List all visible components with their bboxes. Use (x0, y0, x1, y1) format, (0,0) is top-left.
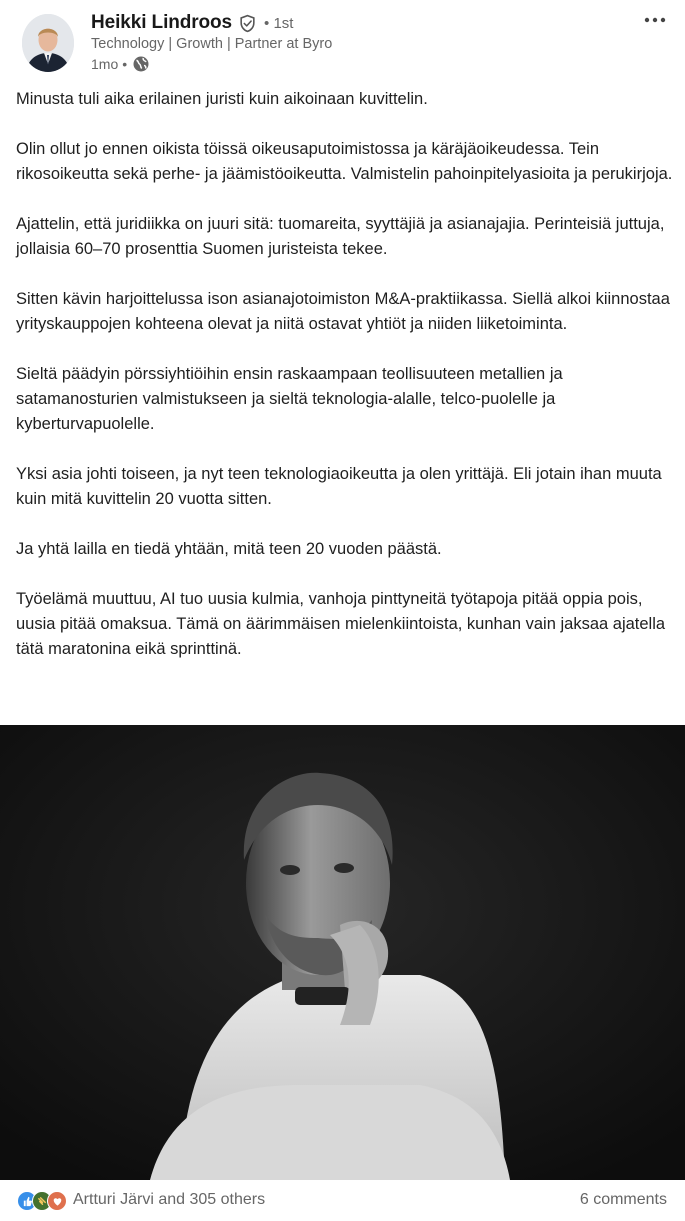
post-paragraph: Työelämä muuttuu, AI tuo uusia kulmia, vanhoja pinttyneitä työtapoja pitää oppia pois, uusia pitää omaksua. Tämä on äärimmäisen mielenkiintoista, kunhan vain jaksaa ajatella tätä maratonina eikä sprinttinä. (16, 590, 666, 658)
post-paragraph: Olin ollut jo ennen oikista töissä oikeusaputoimistossa ja käräjäoikeudessa. Tein rikosoikeutta sekä perhe- ja jäämistöoikeutta. Valmistelin pahoinpitelyasioita ja perukirjoja. (16, 140, 673, 183)
social-counts (0, 1180, 685, 1221)
verified-shield-icon (238, 14, 257, 33)
post-image[interactable] (0, 725, 685, 1180)
reaction-icons[interactable] (17, 1191, 62, 1211)
globe-icon (132, 55, 150, 73)
reactions-summary[interactable]: Artturi Järvi and 305 others (73, 1191, 266, 1208)
post-paragraph: Ja yhtä lailla en tiedä yhtään, mitä teen 20 vuoden päästä. (16, 540, 442, 558)
post-paragraph: Sitten kävin harjoittelussa ison asianajotoimiston M&A-praktiikassa. Siellä alkoi kiinnostaa yrityskauppojen kohteena olevat ja niitä ostavat yhtiöt ja niiden liiketoiminta. (16, 290, 670, 333)
more-options-button[interactable] (641, 8, 669, 32)
love-icon (47, 1191, 67, 1211)
post-time: 1mo (91, 56, 119, 72)
post-meta (91, 55, 150, 73)
post-paragraph: Ajattelin, että juridiikka on juuri sitä: tuomareita, syyttäjiä ja asianajajia. Perinteisiä juttuja, jollaisia 60–70 prosenttia Suomen juristeista tekee. (16, 215, 665, 258)
post-paragraph: Minusta tuli aika erilainen juristi kuin aikoinaan kuvittelin. (16, 90, 428, 108)
post-text (16, 87, 676, 687)
author-name[interactable]: Heikki Lindroos (91, 12, 233, 33)
comments-count[interactable]: 6 comments (579, 1191, 667, 1208)
author-headline: Technology | Growth | Partner at Byro (91, 36, 333, 52)
author-avatar[interactable] (22, 14, 74, 72)
connection-degree: • 1st (264, 14, 294, 32)
post-header (0, 0, 685, 84)
more-options-icon (644, 17, 666, 23)
post-paragraph: Yksi asia johti toiseen, ja nyt teen teknologiaoikeutta ja olen yrittäjä. Eli jotain ihan muuta kuin mitä kuvittelin 20 vuotta sitten. (16, 465, 662, 508)
meta-separator: • (122, 56, 128, 72)
post-paragraph: Sieltä päädyin pörssiyhtiöihin ensin raskaampaan teollisuuteen metallien ja satamanosturien valmistukseen ja sieltä teknologia-alalle, telco-puolelle ja kyberturvapuolelle. (16, 365, 563, 433)
author-line (91, 11, 293, 35)
